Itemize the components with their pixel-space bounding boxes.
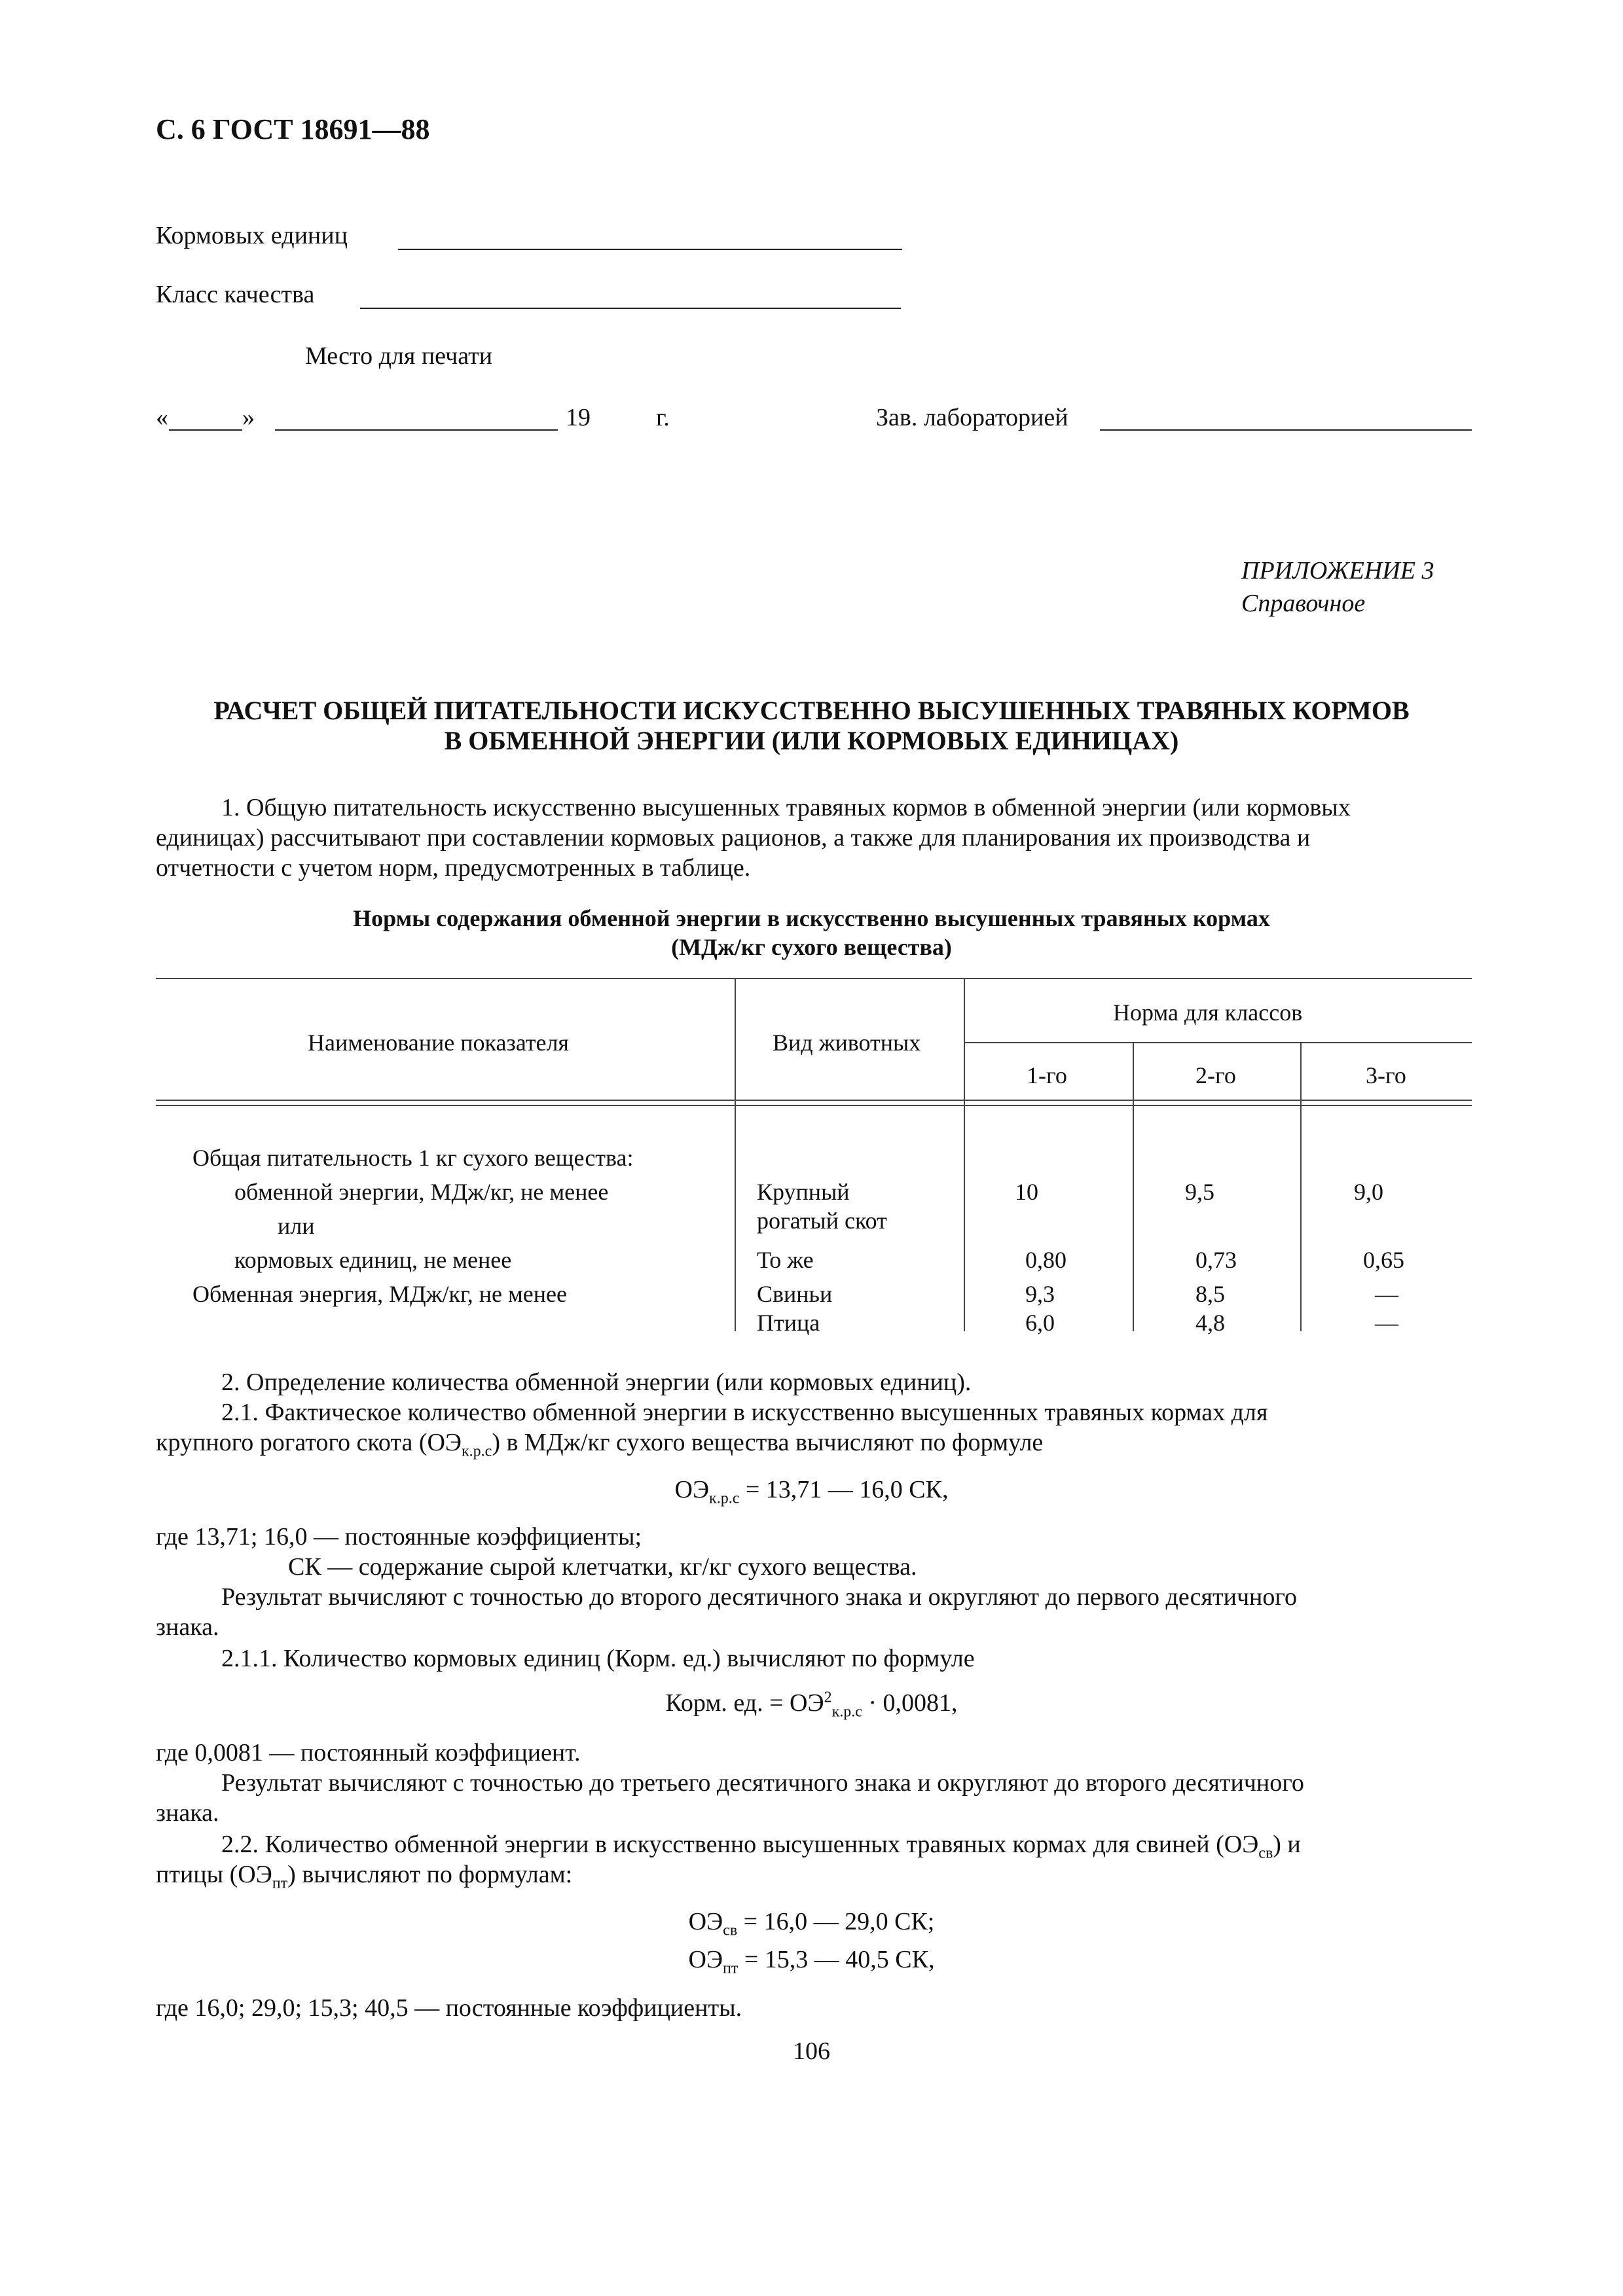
p21-line1: 2.1. Фактическое количество обменной энергии в искусственно высушенных травяных кормах для	[221, 1399, 1268, 1426]
lab-head-signature-blank[interactable]	[1100, 429, 1472, 431]
animal-cattle-line1: Крупный	[757, 1179, 850, 1205]
date-close-quote: »	[242, 404, 255, 431]
col-header-animal: Вид животных	[773, 1030, 921, 1056]
value-energy-class1: 10	[1015, 1179, 1038, 1205]
month-blank[interactable]	[275, 429, 558, 431]
date-open-quote: «	[156, 404, 168, 431]
feed-units-label: Кормовых единиц	[156, 222, 348, 249]
value-pigs-class1: 9,3	[1025, 1281, 1055, 1307]
result1-line1: Результат вычисляют с точностью до второго десятичного знака и округляют до первого десятичного	[221, 1583, 1298, 1611]
animal-same: То же	[757, 1247, 814, 1273]
formula-oe-cattle: $ОЭ_{к.р.с} = 13,71$ — 16,0 СК,	[674, 1476, 949, 1507]
value-energy-class2: 9,5	[1185, 1179, 1214, 1205]
formula-oe-poultry: $ОЭ_{пт} = 15,3$ — 40,5 СК,	[688, 1946, 935, 1977]
table-caption-line2: (МДж/кг сухого вещества)	[671, 934, 952, 960]
para1-line2: единицах) рассчитывают при составлении кормовых рационов, а также для планирования их производства и	[156, 824, 1311, 852]
value-poultry-class1: 6,0	[1025, 1310, 1055, 1336]
formula-feed-units: Корм. ед. = $ОЭ^2_{к.р.с} \cdot 0,0081$,	[665, 1689, 958, 1721]
value-pigs-class3: —	[1375, 1281, 1398, 1307]
result1-line2: знака.	[156, 1613, 219, 1641]
appendix-title-line1: РАСЧЕТ ОБЩЕЙ ПИТАТЕЛЬНОСТИ ИСКУССТВЕННО ВЫСУШЕННЫХ ТРАВЯНЫХ КОРМОВ	[213, 696, 1410, 725]
col-header-norm: Норма для классов	[1113, 999, 1303, 1026]
row-exchange-energy: Обменная энергия, МДж/кг, не менее	[192, 1281, 567, 1307]
year-suffix: г.	[656, 404, 670, 431]
table-caption-line1: Нормы содержания обменной энергии в искусственно высушенных травяных кормах	[353, 905, 1270, 931]
quality-class-blank[interactable]	[360, 308, 901, 309]
page-number: 106	[793, 2037, 830, 2065]
value-energy-class3: 9,0	[1354, 1179, 1383, 1205]
table-header-rule-1	[156, 1100, 1472, 1101]
where3: где 0,0081 — постоянный коэффициент.	[156, 1739, 581, 1767]
row-energy: обменной энергии, МДж/кг, не менее	[234, 1179, 609, 1205]
row-or: или	[278, 1213, 315, 1239]
result2-line1: Результат вычисляют с точностью до третьего десятичного знака и округляют до второго десятичного	[221, 1769, 1304, 1797]
where2: СК — содержание сырой клетчатки, кг/кг сухого вещества.	[288, 1553, 917, 1581]
quality-class-label: Класс качества	[156, 281, 315, 308]
value-pigs-class2: 8,5	[1195, 1281, 1225, 1307]
result2-line2: знака.	[156, 1799, 219, 1827]
col-header-indicator: Наименование показателя	[308, 1030, 569, 1056]
p22-line1: 2.2. Количество обменной энергии в искусственно высушенных травяных кормах для свиней $(ОЭ_{св})$ и	[221, 1831, 1301, 1862]
p21-line2: крупного рогатого скота $(ОЭ_{к.р.с})$ в МДж/кг сухого вещества вычисляют по формуле	[156, 1429, 1044, 1460]
row-total-nutrition: Общая питательность 1 кг сухого вещества:	[192, 1145, 634, 1171]
col-header-class2: 2-го	[1195, 1062, 1236, 1088]
para1-line3: отчетности с учетом норм, предусмотренных в таблице.	[156, 854, 751, 882]
value-units-class3: 0,65	[1363, 1247, 1404, 1273]
sec2-heading: 2. Определение количества обменной энергии (или кормовых единиц).	[221, 1369, 972, 1396]
p22-line2: птицы $(ОЭ_{пт})$ вычисляют по формулам:	[156, 1861, 573, 1892]
row-feed-units: кормовых единиц, не менее	[234, 1247, 512, 1273]
year-prefix: 19	[566, 404, 591, 431]
feed-units-blank[interactable]	[398, 249, 902, 250]
lab-head-label: Зав. лабораторией	[876, 404, 1068, 431]
table-subheader-rule	[964, 1042, 1472, 1043]
p211: 2.1.1. Количество кормовых единиц (Корм. ед.) вычисляют по формуле	[221, 1645, 975, 1672]
animal-cattle-line2: рогатый скот	[757, 1208, 887, 1234]
table-divider-class1	[1133, 1042, 1134, 1331]
value-poultry-class2: 4,8	[1195, 1310, 1225, 1336]
table-divider-class2	[1300, 1042, 1302, 1331]
para1-line1: 1. Общую питательность искусственно высушенных травяных кормов в обменной энергии (или кормовых	[221, 794, 1351, 821]
animal-pigs: Свиньи	[757, 1281, 833, 1307]
page-header: С. 6 ГОСТ 18691—88	[156, 113, 430, 145]
table-header-rule-2	[156, 1105, 1472, 1106]
table-divider-indicator	[735, 978, 736, 1331]
appendix-type: Справочное	[1241, 590, 1366, 617]
table-top-rule	[156, 978, 1472, 979]
where4: где 16,0; 29,0; 15,3; 40,5 — постоянные коэффициенты.	[156, 1994, 742, 2022]
formula-oe-pigs: $ОЭ_{св} = 16,0$ — 29,0 СК;	[688, 1908, 935, 1939]
table-divider-animal	[964, 978, 965, 1331]
col-header-class3: 3-го	[1366, 1062, 1406, 1088]
where1: где 13,71; 16,0 — постоянные коэффициенты;	[156, 1523, 642, 1551]
value-units-class2: 0,73	[1195, 1247, 1237, 1273]
day-blank[interactable]	[169, 429, 242, 431]
value-poultry-class3: —	[1375, 1310, 1398, 1336]
col-header-class1: 1-го	[1027, 1062, 1067, 1088]
appendix-label: ПРИЛОЖЕНИЕ 3	[1241, 557, 1434, 584]
animal-poultry: Птица	[757, 1310, 820, 1336]
appendix-title-line2: В ОБМЕННОЙ ЭНЕРГИИ (ИЛИ КОРМОВЫХ ЕДИНИЦАХ)	[444, 726, 1179, 755]
stamp-place-label: Место для печати	[305, 342, 493, 370]
value-units-class1: 0,80	[1025, 1247, 1067, 1273]
